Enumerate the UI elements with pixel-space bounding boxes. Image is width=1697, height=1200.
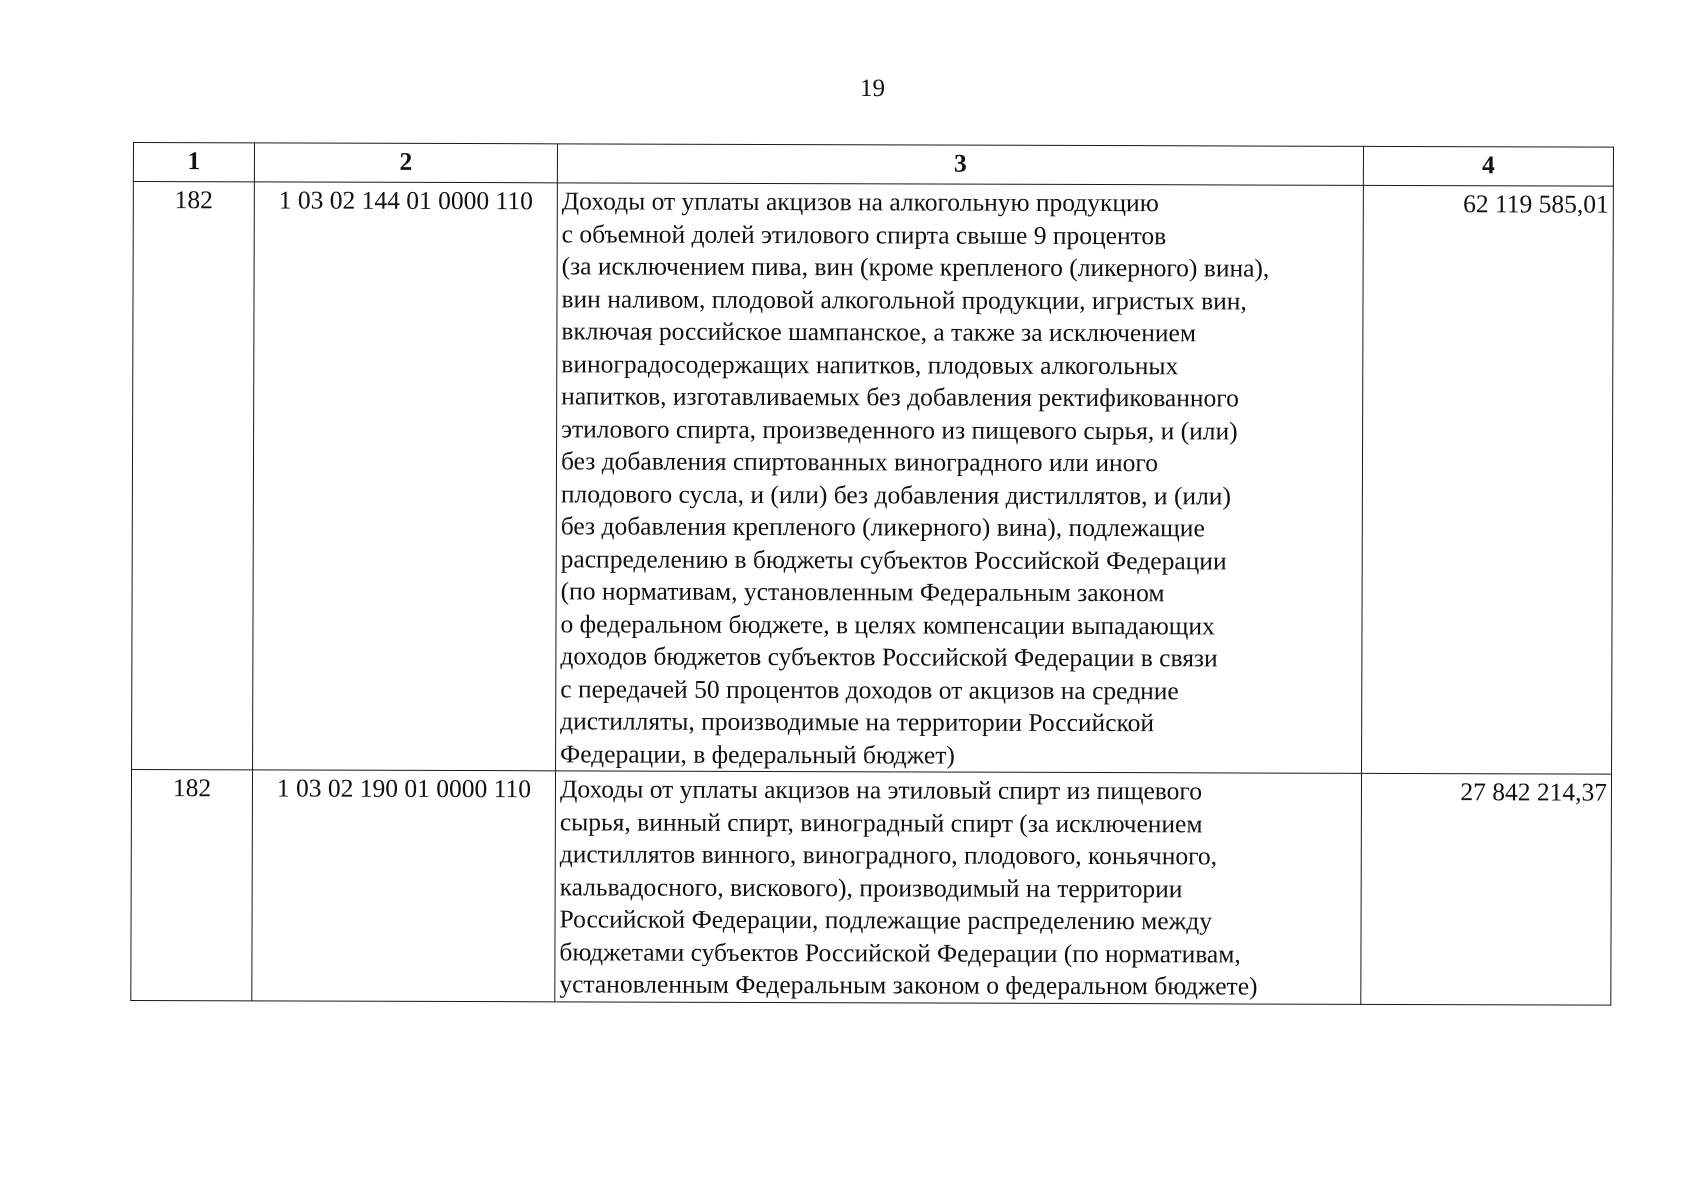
column-header-1: 1 (133, 143, 254, 182)
admin-code-cell: 182 (132, 182, 255, 770)
page-number: 19 (860, 75, 885, 102)
amount-cell: 62 119 585,01 (1362, 185, 1614, 774)
revenue-description-cell: Доходы от уплаты акцизов на этиловый спирт из пищевого сырья, винный спирт, виноградный спирт (за исключением дистиллятов винного, виноградного, плодового, коньячного, кальвадосного, вискового), производимый на территории Российской Федерации, подлежащие распределению между бюджетами субъектов Российской Федерации (по нормативам, установленным Федеральным законом о федеральном бюджете) (555, 771, 1362, 1004)
table-row (132, 182, 1614, 775)
amount-cell: 27 842 214,37 (1361, 773, 1612, 1004)
table-header-row (133, 143, 1613, 187)
budget-classification-code-cell: 1 03 02 190 01 0000 110 (252, 770, 556, 1001)
budget-classification-code-cell: 1 03 02 144 01 0000 110 (253, 182, 558, 771)
column-header-3: 3 (557, 144, 1363, 186)
table-row (131, 769, 1612, 1004)
column-header-4: 4 (1363, 146, 1613, 186)
admin-code-cell: 182 (131, 769, 253, 1000)
revenue-table (130, 142, 1614, 1005)
column-header-2: 2 (254, 143, 557, 183)
revenue-description-cell: Доходы от уплаты акцизов на алкогольную продукцию с объемной долей этилового спирта свыше 9 процентов (за исключением пива, вин (кроме крепленого (ликерного) вина), вин наливом, плодовой алкогольной продукции, игристых вин, включая российское шампанское, а также за исключением виноградосодержащих напитков, плодовых алкогольных напитков, изготавливаемых без добавления ректификованного этилового спирта, произведенного из пищевого сырья, и (или) без добавления спиртованных виноградного или иного плодового сусла, и (или) без добавления дистиллятов, и (или) без добавления крепленого (ликерного) вина), подлежащие распределению в бюджеты субъектов Российской Федерации (по нормативам, установленным Федеральным законом о федеральном бюджете, в целях компенсации выпадающих доходов бюджетов субъектов Российской Федерации в связи с передачей 50 процентов доходов от акцизов на средние дистилляты, производимые на территории Российской Федерации, в федеральный бюджет) (556, 183, 1364, 774)
